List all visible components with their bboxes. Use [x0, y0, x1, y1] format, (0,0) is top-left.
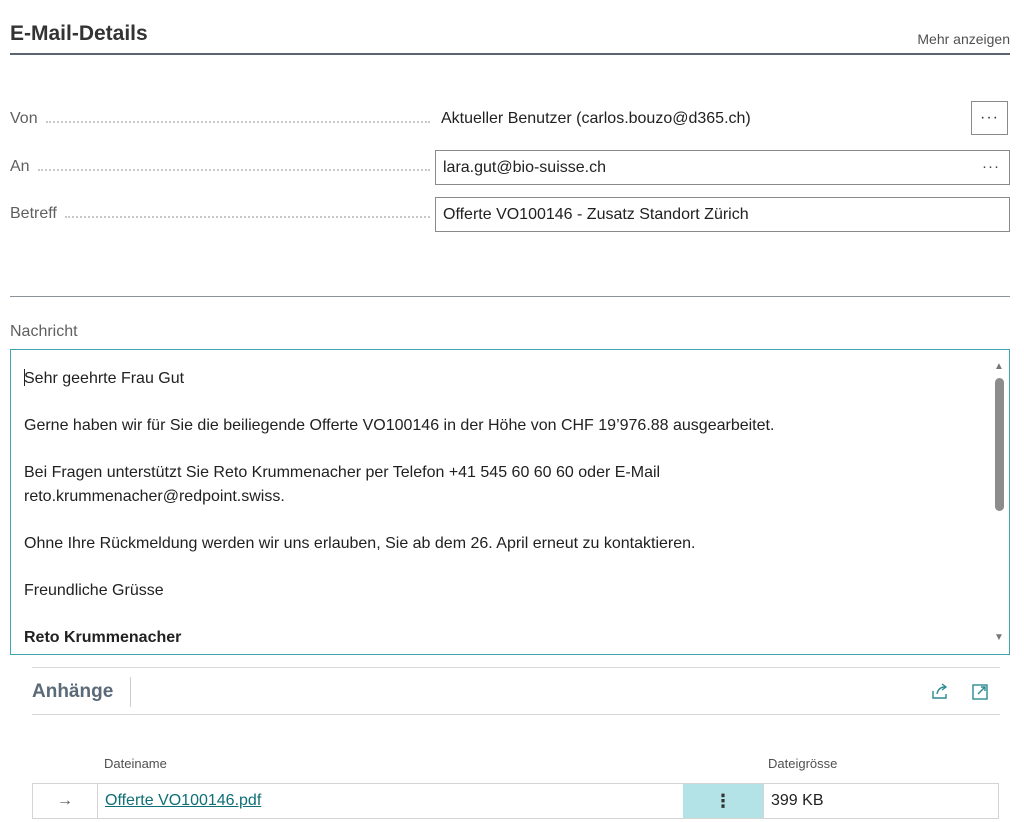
attachments-title-separator	[130, 677, 131, 707]
share-icon[interactable]	[930, 682, 950, 702]
message-signature: Reto Krummenacher	[24, 629, 182, 646]
attachments-header-divider	[32, 714, 1000, 715]
to-field[interactable]	[435, 150, 1010, 185]
subject-label: Betreff	[10, 205, 57, 222]
column-header-filesize[interactable]: Dateigrösse	[768, 756, 838, 771]
to-label-row	[10, 158, 430, 176]
table-row[interactable]	[32, 783, 999, 819]
message-label: Nachricht	[10, 323, 78, 340]
message-greeting: Sehr geehrte Frau Gut	[24, 370, 185, 387]
attachments-top-divider	[32, 667, 1000, 668]
message-body[interactable]	[24, 367, 984, 655]
from-value: Aktueller Benutzer (carlos.bouzo@d365.ch)	[441, 110, 751, 127]
from-leader-dots	[46, 121, 430, 123]
page-title: E-Mail-Details	[10, 22, 148, 45]
subject-leader-dots	[65, 216, 430, 218]
column-header-filename[interactable]: Dateiname	[104, 756, 167, 771]
from-more-button[interactable]	[971, 101, 1008, 135]
from-label-row	[10, 110, 430, 128]
section-divider	[10, 296, 1010, 297]
scroll-down-arrow-icon[interactable]: ▼	[994, 632, 1004, 643]
attachment-filename-link[interactable]: Offerte VO100146.pdf	[105, 792, 262, 809]
to-leader-dots	[38, 169, 430, 171]
message-closing: Freundliche Grüsse	[24, 582, 164, 599]
ellipsis-icon: ···	[980, 109, 999, 126]
message-editor[interactable]	[10, 349, 1010, 655]
header-divider	[10, 53, 1010, 55]
attachments-title[interactable]: Anhänge	[32, 681, 114, 702]
subject-value: Offerte VO100146 - Zusatz Standort Zürich	[443, 205, 749, 223]
to-label: An	[10, 158, 30, 175]
scrollbar-thumb[interactable]	[995, 378, 1004, 511]
message-contact-line: Bei Fragen unterstützt Sie Reto Krummenacher per Telefon +41 545 60 60 60 oder E-Mail	[24, 464, 661, 481]
message-followup: Ohne Ihre Rückmeldung werden wir uns erlauben, Sie ab dem 26. April erneut zu kontaktieren.	[24, 535, 696, 552]
from-label: Von	[10, 110, 38, 127]
subject-field[interactable]	[435, 197, 1010, 232]
row-select-arrow-icon[interactable]: →	[33, 784, 98, 818]
open-in-new-window-icon[interactable]	[970, 682, 990, 702]
show-more-link[interactable]: Mehr anzeigen	[917, 31, 1010, 47]
row-actions-menu-icon[interactable]: ⋮	[683, 784, 763, 818]
attachment-filesize: 399 KB	[763, 784, 998, 818]
message-paragraph: Gerne haben wir für Sie die beiliegende Offerte VO100146 in der Höhe von CHF 19’976.88 ausgearbeitet.	[24, 417, 775, 434]
message-contact-email: reto.krummenacher@redpoint.swiss.	[24, 488, 285, 505]
subject-label-row	[10, 205, 430, 223]
to-value: lara.gut@bio-suisse.ch	[443, 158, 606, 176]
to-lookup-icon[interactable]: ···	[982, 158, 1000, 175]
scroll-up-arrow-icon[interactable]: ▲	[994, 361, 1004, 372]
